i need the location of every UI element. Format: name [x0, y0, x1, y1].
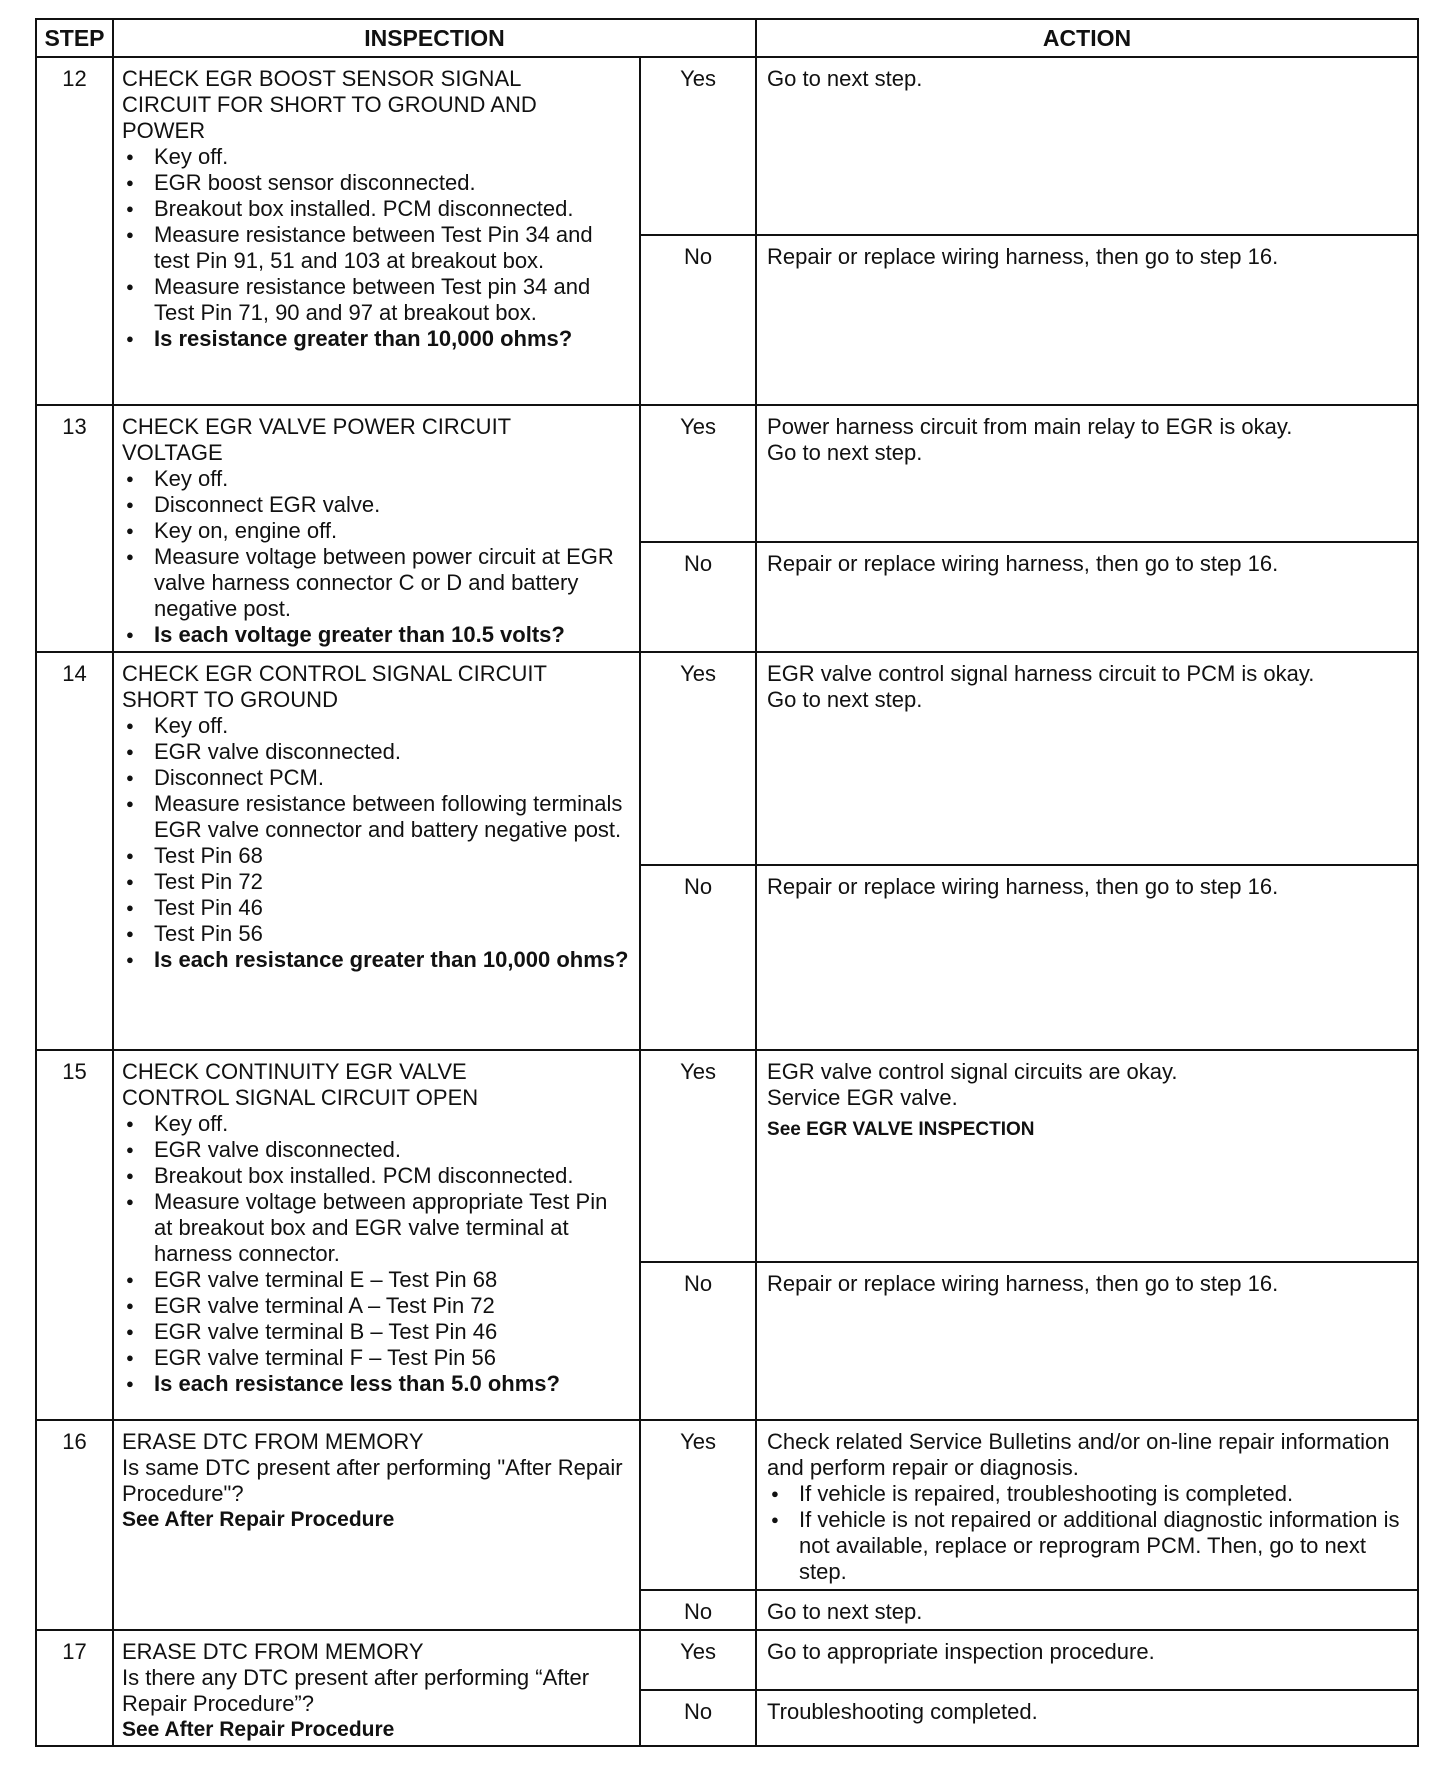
- bullet-item: ● Measure voltage between appropriate Test Pin at breakout box and EGR valve terminal at harness connector.: [122, 1189, 631, 1267]
- no-label: No: [640, 542, 756, 652]
- bullet-item: ● EGR valve disconnected.: [122, 739, 631, 765]
- step-16-yes-row: [36, 1420, 1418, 1590]
- see-reference: See After Repair Procedure: [122, 1718, 395, 1741]
- no-action: Repair or replace wiring harness, then go to step 16.: [756, 542, 1418, 652]
- step-number: 13: [36, 405, 113, 652]
- bullet-item: ● Breakout box installed. PCM disconnected.: [122, 1163, 631, 1189]
- step-title: ERASE DTC FROM MEMORY: [122, 1639, 424, 1664]
- bullet-item: ● EGR valve terminal E – Test Pin 68: [122, 1267, 631, 1293]
- bullet-item: ● Test Pin 72: [122, 869, 631, 895]
- step-number: 15: [36, 1050, 113, 1420]
- no-label: No: [640, 235, 756, 405]
- bullet-item: ● EGR valve terminal B – Test Pin 46: [122, 1319, 631, 1345]
- step-inspection: [113, 1050, 640, 1420]
- bullet-item: ● EGR valve disconnected.: [122, 1137, 631, 1163]
- step-inspection: [113, 405, 640, 652]
- step-bullets: [122, 713, 631, 973]
- step-15-yes-row: [36, 1050, 1418, 1262]
- step-inspection: [113, 1420, 640, 1630]
- step-bullets: [122, 1111, 631, 1397]
- bullet-item: ● Test Pin 68: [122, 843, 631, 869]
- bullet-item: ● Breakout box installed. PCM disconnected.: [122, 196, 631, 222]
- no-action: Repair or replace wiring harness, then go to step 16.: [756, 1262, 1418, 1420]
- step-title: CHECK EGR VALVE POWER CIRCUIT VOLTAGE: [122, 414, 512, 465]
- step-inspection: [113, 1630, 640, 1746]
- bullet-item: ● Disconnect PCM.: [122, 765, 631, 791]
- no-label: No: [640, 1690, 756, 1746]
- step-question: ● Is each resistance greater than 10,000 ohms?: [122, 947, 631, 973]
- no-action: Go to next step.: [756, 1590, 1418, 1630]
- bullet-item: ● If vehicle is repaired, troubleshooting is completed.: [767, 1481, 1409, 1507]
- step-title: ERASE DTC FROM MEMORY: [122, 1429, 424, 1454]
- no-action: Repair or replace wiring harness, then go to step 16.: [756, 235, 1418, 405]
- see-reference: See EGR VALVE INSPECTION: [767, 1119, 1035, 1140]
- bullet-item: ● EGR valve terminal A – Test Pin 72: [122, 1293, 631, 1319]
- yes-label: Yes: [640, 405, 756, 542]
- bullet-item: ● Test Pin 56: [122, 921, 631, 947]
- step-number: 12: [36, 57, 113, 405]
- step-question: ● Is each voltage greater than 10.5 volts?: [122, 622, 631, 648]
- step-number: 16: [36, 1420, 113, 1630]
- bullet-item: ● EGR valve terminal F – Test Pin 56: [122, 1345, 631, 1371]
- yes-action: Go to appropriate inspection procedure.: [756, 1630, 1418, 1690]
- step-bullets: [122, 466, 631, 648]
- step-title: CHECK CONTINUITY EGR VALVE CONTROL SIGNAL CIRCUIT OPEN: [122, 1059, 479, 1110]
- no-action: Repair or replace wiring harness, then go to step 16.: [756, 865, 1418, 1050]
- step-question: ● Is each resistance less than 5.0 ohms?: [122, 1371, 631, 1397]
- step-question: ● Is resistance greater than 10,000 ohms?: [122, 326, 631, 352]
- bullet-item: ● Measure resistance between Test pin 34 and Test Pin 71, 90 and 97 at breakout box.: [122, 274, 631, 326]
- step-13-yes-row: [36, 405, 1418, 542]
- yes-action: EGR valve control signal harness circuit to PCM is okay. Go to next step.: [756, 652, 1418, 865]
- bullet-item: ● Key off.: [122, 144, 631, 170]
- yes-label: Yes: [640, 1050, 756, 1262]
- bullet-item: ● Test Pin 46: [122, 895, 631, 921]
- no-action: Troubleshooting completed.: [756, 1690, 1418, 1746]
- step-number: 17: [36, 1630, 113, 1746]
- bullet-item: ● Measure resistance between following terminals EGR valve connector and battery negative post.: [122, 791, 631, 843]
- yes-action: EGR valve control signal circuits are okay. Service EGR valve. See EGR VALVE INSPECTION: [756, 1050, 1418, 1262]
- bullet-item: ● Disconnect EGR valve.: [122, 492, 631, 518]
- no-label: No: [640, 1590, 756, 1630]
- bullet-item: ● Key off.: [122, 1111, 631, 1137]
- yes-label: Yes: [640, 652, 756, 865]
- step-title: CHECK EGR CONTROL SIGNAL CIRCUIT SHORT TO GROUND: [122, 661, 547, 712]
- step-title: CHECK EGR BOOST SENSOR SIGNAL CIRCUIT FOR SHORT TO GROUND AND POWER: [122, 66, 537, 143]
- action-bullets: [767, 1481, 1409, 1585]
- yes-label: Yes: [640, 1630, 756, 1690]
- step-17-yes-row: [36, 1630, 1418, 1690]
- step-inspection: [113, 652, 640, 1050]
- step-number: 14: [36, 652, 113, 1050]
- step-text: Is same DTC present after performing "After Repair Procedure"?: [122, 1455, 623, 1506]
- no-label: No: [640, 1262, 756, 1420]
- yes-label: Yes: [640, 1420, 756, 1590]
- bullet-item: ● If vehicle is not repaired or additional diagnostic information is not available, replace or reprogram PCM. Then, go to next step.: [767, 1507, 1409, 1585]
- bullet-item: ● EGR boost sensor disconnected.: [122, 170, 631, 196]
- bullet-item: ● Key on, engine off.: [122, 518, 631, 544]
- bullet-item: ● Key off.: [122, 466, 631, 492]
- header-step: STEP: [36, 19, 113, 57]
- yes-action: Power harness circuit from main relay to EGR is okay. Go to next step.: [756, 405, 1418, 542]
- diagnostic-procedure-document: [35, 18, 1417, 1747]
- step-inspection: [113, 57, 640, 405]
- step-14-yes-row: [36, 652, 1418, 865]
- yes-action: Go to next step.: [756, 57, 1418, 235]
- yes-action: Check related Service Bulletins and/or on-line repair information and perform repair or diagnosis. ● If vehicle is repaired, troubleshooting is completed. ● If vehicle is not repaired or additional diagnostic information is not available, replace or reprogram PCM. Then, go to next step.: [756, 1420, 1418, 1590]
- see-reference: See After Repair Procedure: [122, 1508, 395, 1531]
- no-label: No: [640, 865, 756, 1050]
- bullet-item: ● Measure voltage between power circuit at EGR valve harness connector C or D and battery negative post.: [122, 544, 631, 622]
- table-header-row: [36, 19, 1418, 57]
- header-action: ACTION: [756, 19, 1418, 57]
- header-inspection: INSPECTION: [113, 19, 756, 57]
- bullet-item: ● Measure resistance between Test Pin 34 and test Pin 91, 51 and 103 at breakout box.: [122, 222, 631, 274]
- diagnostic-table: [35, 18, 1419, 1747]
- bullet-item: ● Key off.: [122, 713, 631, 739]
- yes-label: Yes: [640, 57, 756, 235]
- step-12-yes-row: [36, 57, 1418, 235]
- step-bullets: [122, 144, 631, 352]
- step-text: Is there any DTC present after performing “After Repair Procedure”?: [122, 1665, 590, 1716]
